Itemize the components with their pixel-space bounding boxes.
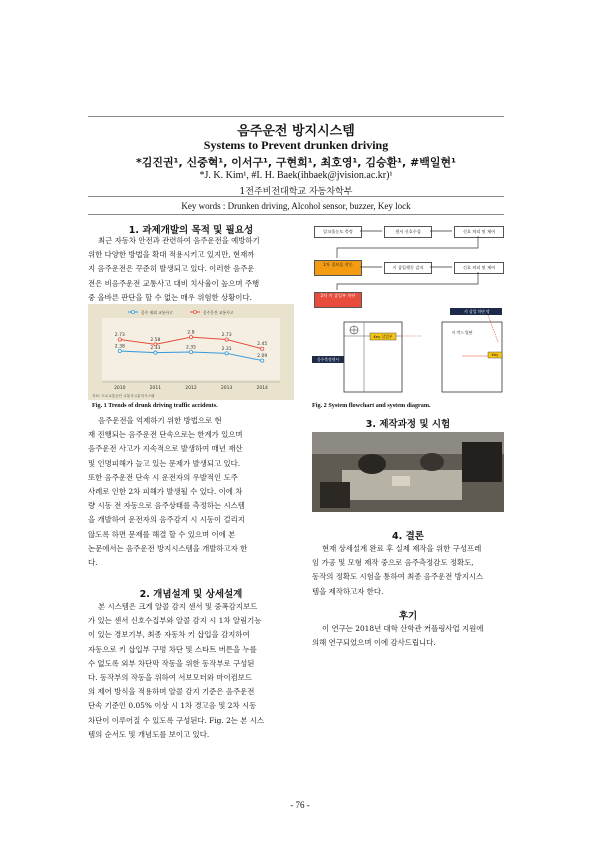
data-label: 2.73 [114,332,125,338]
fig2-flowchart [312,222,504,304]
section4-heading: 4. 결론 [392,531,424,542]
diagram-label-key-block: 키 삽입 차단 막 [464,309,490,314]
data-point [154,351,157,354]
text-line: 및 인명피해가 늘고 있는 문제가 발생되고 있다. [88,458,241,468]
chart-source: 자료: 도로교통공단 교통사고분석시스템 [92,394,155,398]
text-line: 차단이 이루어질 수 있도록 구성된다. Fig. 2는 본 시스 [88,715,265,725]
section4-paragraph1 [312,542,504,599]
flow-box-sensor-signal: 센서 신호수집 [384,226,432,238]
text-line: 동작의 정확도 시험을 통하여 최종 음주운전 방지시스 [312,572,484,582]
affiliation: 1전주비전대학교 자동차학부 [239,187,353,197]
data-point [261,347,264,350]
fig2-caption: Fig. 2 System flowchart and system diagram. [312,402,431,409]
acknowledgement-paragraph [312,622,504,650]
data-point [225,338,228,341]
text-line: 최근 자동차 안전과 관련하여 음주운전을 예방하기 [98,236,260,245]
flow-box-signal-control-1: 신호 처리 및 제어 [454,226,504,238]
x-tick-label: 2010 [114,386,126,391]
text-line: 의해 연구되었으며 이에 감사드립니다. [312,638,436,648]
text-line: 논문에서는 음주운전 방지시스템을 개발하고자 한 [88,543,248,553]
data-label: 2.58 [150,337,161,343]
x-tick-label: 2011 [149,386,162,391]
x-tick-label: 2014 [256,386,268,391]
text-line: 자동으로 키 삽입부 구멍 차단 및 스타트 버튼을 누를 [88,644,257,654]
text-line: 본 시스템은 크게 알콜 감지 센서 및 중폭감지보드 [98,602,258,611]
text-line: 을 개발하여 운전자의 음주감지 시 시동이 걸리지 [88,515,245,525]
fig1-chart-svg [88,304,294,400]
authors-english: *J. K. Kim¹, #I. H. Baek(ihbaek@jvision.ac.kr)¹ [199,170,393,181]
text-line: 단속 기준인 0.05% 이상 시 1차 경고음 및 2차 시동 [88,701,257,711]
text-line: 수 없도록 외부 차단막 작동을 위한 동작부로 구성된 [88,658,255,668]
flow-box-first-alarm: 1차 경보음 작동 [314,260,362,276]
diagram-label-sensor: 음주측정센서 [316,357,339,362]
keywords: Key words : Drunken driving, Alcohol sensor, buzzer, Key lock [181,201,411,211]
flow-box-second-block: 2차 키 삽입부 차단 [314,292,362,308]
keywords-rule [88,214,504,215]
text-line: 재 진행되는 음주운전 단속으로는 한계가 있으며 [88,430,243,440]
legend-marker [194,311,197,314]
section2-heading: 2. 개념설계 및 상세설계 [139,589,243,600]
fig1-caption: Fig. 1 Trends of drunk driving traffic accidents. [92,402,218,409]
data-label: 2.8 [187,330,195,336]
text-line: 현재 상세설계 완료 후 실제 제작을 위한 구성프레 [322,544,482,553]
text-line: 전은 비음주운전 교통사고 대비 치사율이 높으며 주행 [88,278,260,288]
section1-paragraph1 [88,234,294,305]
data-point [189,336,192,339]
legend-label: 음주운전 교통사고 [203,310,234,315]
data-label: 2.35 [185,345,197,351]
data-point [225,352,228,355]
data-point [261,359,264,362]
paper-title-english: Systems to Prevent drunken driving [203,138,389,152]
authors-korean: *김진권¹, 신중혁¹, 이서구¹, 구현희¹, 최호영¹, 김승환¹, #백일현¹ [136,156,456,169]
text-line: 지 음주운전은 꾸준히 발생되고 있다. 이러한 음주운 [88,264,255,274]
text-line: 다. [88,558,98,568]
data-point [189,350,192,353]
fabrication-photo [312,432,504,512]
flow-arrows [312,222,504,312]
text-line: 중 올바른 판단을 할 수 없는 매우 위험한 상황이다. [88,292,252,302]
text-line: 않도록 하면 문제를 해결 할 수 있으며 이에 본 [88,529,236,539]
text-line: 이 있는 경보기부, 최종 자동차 키 삽입을 감지하여 [88,630,250,640]
data-label: 2.45 [257,342,268,348]
top-rule [88,116,504,117]
legend-label: 음주 제외 교통사고 [141,310,173,315]
flow-box-signal-control-2: 신호 처리 및 제어 [454,262,504,274]
data-label: 2.73 [221,332,232,338]
diagram-label-key-slot: Key 삽입부 [373,334,393,339]
section1-paragraph2 [88,414,294,570]
section3-heading: 3. 제작과정 및 시험 [365,419,451,430]
section1-heading: 1. 과제개발의 목적 및 필요성 [128,225,254,236]
text-line: 다. 동작부의 작동을 위하여 서보모터와 마이컴보드 [88,673,253,683]
text-line: 음주운전을 억제하기 위한 방법으로 현 [98,416,222,425]
text-line: 이 연구는 2018년 대학 산학관 커플링사업 지원에 [322,624,484,633]
flow-box-key-detect: 키 삽입행동 감지 [384,262,432,274]
text-line: 템의 순서도 및 개념도를 보이고 있다. [88,729,210,739]
section2-paragraph1 [88,600,294,742]
x-tick-label: 2013 [220,386,233,391]
page-number: - 76 - [290,800,310,810]
text-line: 가 있는 센서 신호수집부와 알콜 감지 시 1차 알림기능 [88,616,262,626]
system-diagram-svg [312,306,504,396]
text-line: 사례로 인한 2차 피해가 발생될 수 있다. 이에 차 [88,487,243,497]
x-tick-label: 2012 [185,386,197,391]
fabrication-photo-illustration [312,432,504,512]
data-label: 2.31 [221,346,232,352]
diagram-label-key: Key [491,352,499,357]
fig1-chart [88,304,294,400]
text-line: 음주운전 사고가 지속적으로 발생하여 매년 재산 [88,444,243,454]
legend-marker [132,311,135,314]
text-line: 또한 음주운전 단속 시 운전자의 우발적인 도주 [88,472,238,482]
text-line: 템을 제작하고자 한다. [312,586,384,596]
data-point [118,349,121,352]
paper-title-korean: 음주운전 방지시스템 [237,124,355,139]
text-line: 량 시동 전 자동으로 음주상태를 측정하는 시스템 [88,501,245,511]
data-label: 2.38 [114,344,125,350]
fig2-system-diagram [312,306,504,396]
data-label: 2.09 [257,354,268,360]
text-line: 임 가공 및 모형 제작 중으로 음주측정감도 정확도, [312,558,474,568]
diagram-label-keybox: 키 박스 열판 [451,330,473,335]
acknowledgement-heading: 후기 [398,611,418,622]
flow-box-alcohol-measure: 알코올농도 측정 [314,226,362,238]
text-line: 위한 다양한 방법을 확대 적용시키고 있지만, 현재까 [88,250,255,260]
text-line: 의 제어 방식을 적용하며 알콜 감지 기준은 음주운전 [88,687,255,697]
data-label: 2.33 [150,346,161,352]
data-point [118,338,121,341]
